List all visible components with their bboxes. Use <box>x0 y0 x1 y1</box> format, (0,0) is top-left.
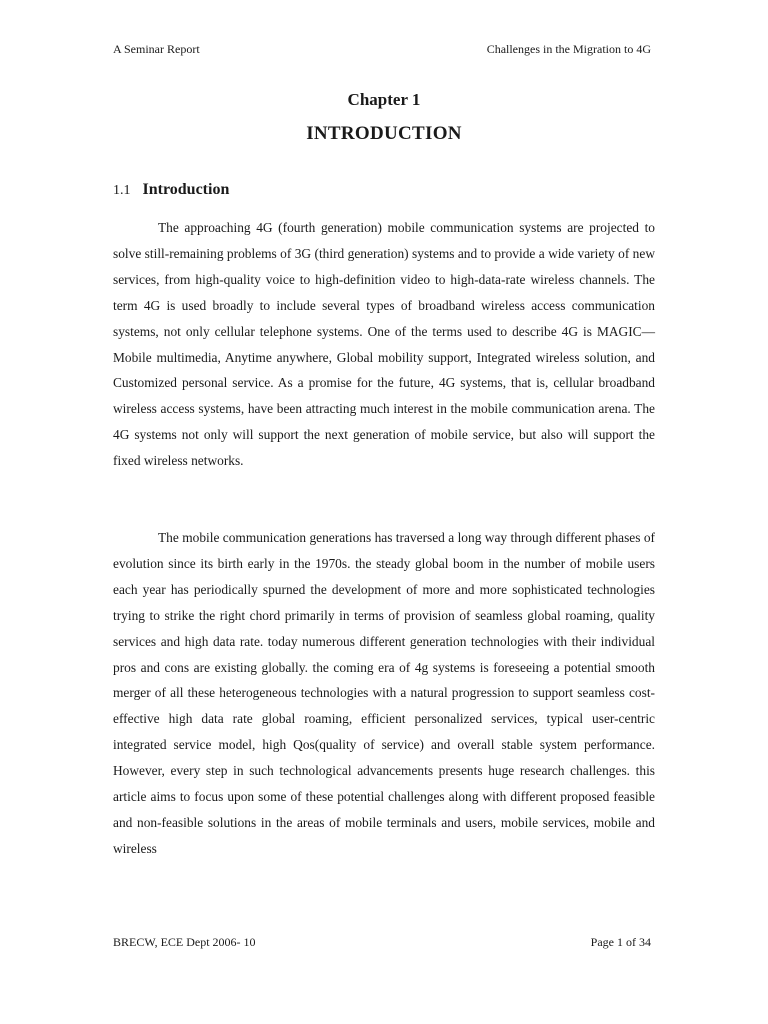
paragraph-1 <box>113 215 655 474</box>
chapter-label: Chapter 1 <box>347 90 421 109</box>
section-heading <box>113 181 229 199</box>
chapter-title: INTRODUCTION <box>306 123 462 144</box>
section-number: 1.1 <box>113 183 131 198</box>
paragraph-2-text: The mobile communication generations has traversed a long way through different phases of evolution since its birth early in the 1970s. the steady global boom in the number of mobile users each year has periodically spurned the development of more and more sophisticated technologies trying to strike the right chord primarily in terms of provision of seamless global roaming, quality services and high data rate. today numerous different generation technologies with their individual pros and cons are existing globally. the coming era of 4g systems is foreseeing a potential smooth merger of all these heterogeneous technologies with a natural progression to support seamless cost-effective high data rate global roaming, efficient personalized services, typical user-centric integrated service model, high Qos(quality of service) and overall stable system performance. However, every step in such technological advancements presents huge research challenges. this article aims to focus upon some of these potential challenges along with different proposed feasible and non-feasible solutions in the areas of mobile terminals and users, mobile services, mobile and wireless <box>113 530 655 856</box>
header-left-text: A Seminar Report <box>113 42 200 56</box>
footer-left-text: BRECW, ECE Dept 2006- 10 <box>113 935 256 949</box>
header-right-text: Challenges in the Migration to 4G <box>486 42 651 56</box>
paragraph-2 <box>113 525 655 862</box>
section-title: Introduction <box>142 181 230 198</box>
running-header <box>113 42 651 62</box>
page-number: Page 1 of 34 <box>590 935 651 949</box>
paragraph-1-text: The approaching 4G (fourth generation) mobile communication systems are projected to solve still-remaining problems of 3G (third generation) systems and to provide a wide variety of new services, from high-quality voice to high-definition video to high-data-rate wireless channels. The term 4G is used broadly to include several types of broadband wireless access communication systems, not only cellular telephone systems. One of the terms used to describe 4G is MAGIC—Mobile multimedia, Anytime anywhere, Global mobility support, Integrated wireless solution, and Customized personal service. As a promise for the future, 4G systems, that is, cellular broadband wireless access systems, have been attracting much interest in the mobile communication arena. The 4G systems not only will support the next generation of mobile service, but also will support the fixed wireless networks. <box>113 220 655 469</box>
